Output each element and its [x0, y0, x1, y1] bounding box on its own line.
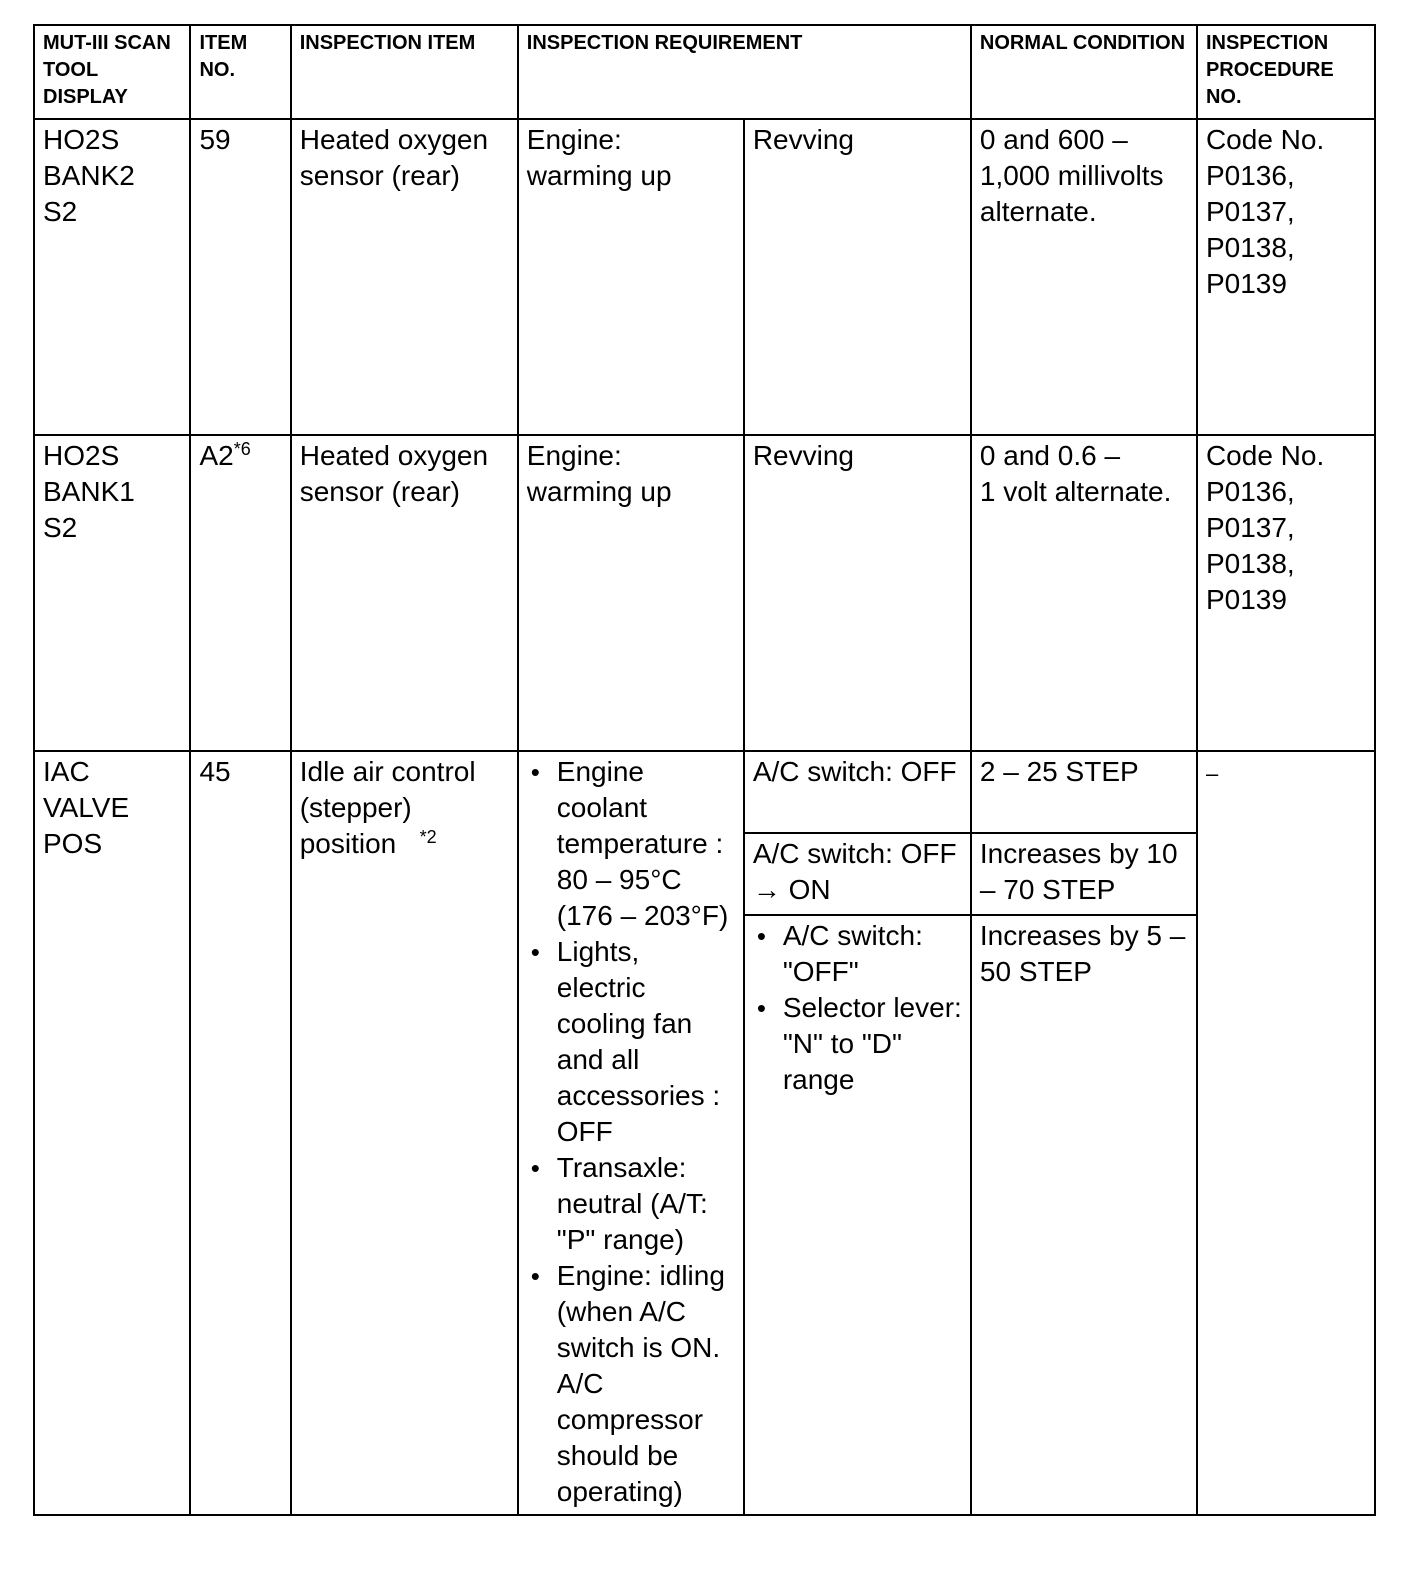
procedure-cell: –	[1197, 751, 1375, 1515]
normal-condition-cell: 0 and 600 – 1,000 millivolts alternate.	[971, 119, 1197, 435]
inspection-item-cell: Heated oxygen sensor (rear)	[291, 119, 518, 435]
header-item-no: ITEM NO.	[190, 25, 290, 119]
header-procedure: INSPECTION PROCEDURE NO.	[1197, 25, 1375, 119]
header-inspection-item: INSPECTION ITEM	[291, 25, 518, 119]
normal-condition-cell: 2 – 25 STEP	[971, 751, 1197, 833]
inspection-item-cell: Heated oxygen sensor (rear)	[291, 435, 518, 751]
normal-condition-cell: 0 and 0.6 – 1 volt alternate.	[971, 435, 1197, 751]
inspection-table	[33, 24, 1376, 1516]
footnote-mark: *2	[419, 827, 437, 847]
header-requirement: INSPECTION REQUIREMENT	[518, 25, 971, 119]
list-item: • A/C switch: "OFF"	[783, 918, 962, 990]
procedure-cell: Code No. P0136, P0137, P0138, P0139	[1197, 435, 1375, 751]
requirement-state-cell: A/C switch: OFF	[744, 751, 971, 833]
list-item: • Engine coolant temperature : 80 – 95°C (176 – 203°F)	[557, 754, 735, 934]
header-display: MUT-III SCAN TOOL DISPLAY	[34, 25, 190, 119]
inspection-item-cell: Idle air control (stepper) position $^{*2}$	[291, 751, 518, 1515]
requirement-state-cell: Revving	[744, 119, 971, 435]
item-no-cell: 59	[190, 119, 290, 435]
list-item: • Selector lever: "N" to "D" range	[783, 990, 962, 1098]
list-item: • Engine: idling (when A/C switch is ON. A/C compressor should be operating)	[557, 1258, 735, 1510]
display-cell: HO2S BANK1 S2	[34, 435, 190, 751]
display-cell: HO2S BANK2 S2	[34, 119, 190, 435]
list-item: • Transaxle: neutral (A/T: "P" range)	[557, 1150, 735, 1258]
requirement-state-cell: Revving	[744, 435, 971, 751]
header-row	[34, 25, 1375, 119]
procedure-cell: Code No. P0136, P0137, P0138, P0139	[1197, 119, 1375, 435]
item-no-cell: 45	[190, 751, 290, 1515]
table-row	[34, 751, 1375, 833]
condition-list	[527, 754, 735, 1510]
requirement-condition-cell	[518, 751, 744, 1515]
footnote-mark: *6	[233, 439, 251, 459]
table-row	[34, 119, 1375, 435]
normal-condition-cell: Increases by 5 – 50 STEP	[971, 915, 1197, 1515]
requirement-state-cell	[744, 915, 971, 1515]
item-no-cell: A2$^{*6}$	[190, 435, 290, 751]
display-cell: IAC VALVE POS	[34, 751, 190, 1515]
list-item: • Lights, electric cooling fan and all accessories : OFF	[557, 934, 735, 1150]
normal-condition-cell: Increases by 10 – 70 STEP	[971, 833, 1197, 915]
requirement-condition-cell: Engine: warming up	[518, 119, 744, 435]
requirement-state-cell: A/C switch: OFF → ON	[744, 833, 971, 915]
requirement-condition-cell: Engine: warming up	[518, 435, 744, 751]
state-list	[753, 918, 962, 1098]
header-normal-condition: NORMAL CONDITION	[971, 25, 1197, 119]
table-row	[34, 435, 1375, 751]
